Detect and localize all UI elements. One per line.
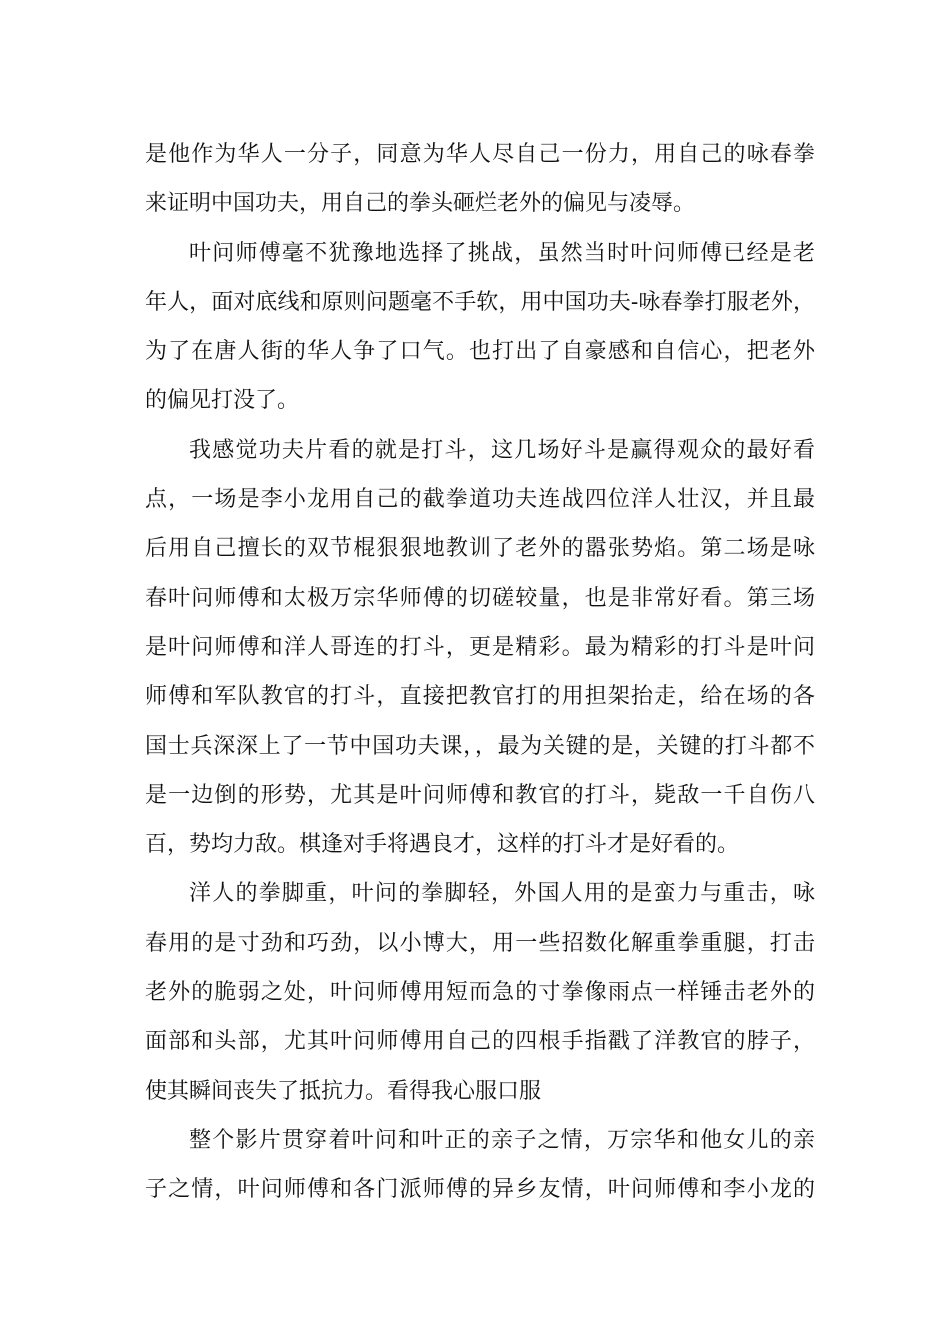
paragraph-first-line: 我感觉功夫片看的就是打斗，这几场好斗是赢得观众的最好看 [189, 437, 815, 463]
text-line: 春用的是寸劲和巧劲，以小博大，用一些招数化解重拳重腿，打击 [145, 930, 815, 956]
text-line: 老外的脆弱之处，叶问师傅用短而急的寸拳像雨点一样锤击老外的 [145, 980, 815, 1006]
paragraph-first-line: 叶问师傅毫不犹豫地选择了挑战，虽然当时叶问师傅已经是老 [189, 240, 815, 266]
text-line: 后用自己擅长的双节棍狠狠地教训了老外的嚣张势焰。第二场是咏 [145, 536, 815, 562]
text-line: 的偏见打没了。 [145, 388, 300, 414]
text-line: 师傅和军队教官的打斗，直接把教官打的用担架抬走，给在场的各 [145, 684, 815, 710]
text-line: 来证明中国功夫，用自己的拳头砸烂老外的偏见与凌辱。 [145, 191, 696, 217]
text-line: 面部和头部，尤其叶问师傅用自己的四根手指戳了洋教官的脖子， [145, 1029, 815, 1055]
paragraph-first-line: 洋人的拳脚重，叶问的拳脚轻，外国人用的是蛮力与重击，咏 [189, 881, 815, 907]
text-line: 使其瞬间丧失了抵抗力。看得我心服口服 [145, 1078, 542, 1104]
text-line: 为了在唐人街的华人争了口气。也打出了自豪感和自信心，把老外 [145, 339, 815, 365]
text-line: 是一边倒的形势，尤其是叶问师傅和教官的打斗，毙敌一千自伤八 [145, 782, 815, 808]
text-line: 春叶问师傅和太极万宗华师傅的切磋较量，也是非常好看。第三场 [145, 585, 815, 611]
text-line: 年人，面对底线和原则问题毫不手软，用中国功夫-咏春拳打服老外， [145, 289, 815, 315]
text-line: 子之情，叶问师傅和各门派师傅的异乡友情，叶问师傅和李小龙的 [145, 1177, 815, 1203]
text-line: 国士兵深深上了一节中国功夫课，，最为关键的是，关键的打斗都不 [145, 733, 815, 759]
text-line: 百，势均力敌。棋逢对手将遇良才，这样的打斗才是好看的。 [145, 832, 740, 858]
text-line: 是他作为华人一分子，同意为华人尽自己一份力，用自己的咏春拳 [145, 142, 815, 167]
text-line: 是叶问师傅和洋人哥连的打斗，更是精彩。最为精彩的打斗是叶问 [145, 634, 815, 660]
paragraph-first-line: 整个影片贯穿着叶问和叶正的亲子之情，万宗华和他女儿的亲 [189, 1127, 815, 1153]
text-line: 点，一场是李小龙用自己的截拳道功夫连战四位洋人壮汉，并且最 [145, 487, 815, 513]
body-text [145, 130, 815, 1215]
